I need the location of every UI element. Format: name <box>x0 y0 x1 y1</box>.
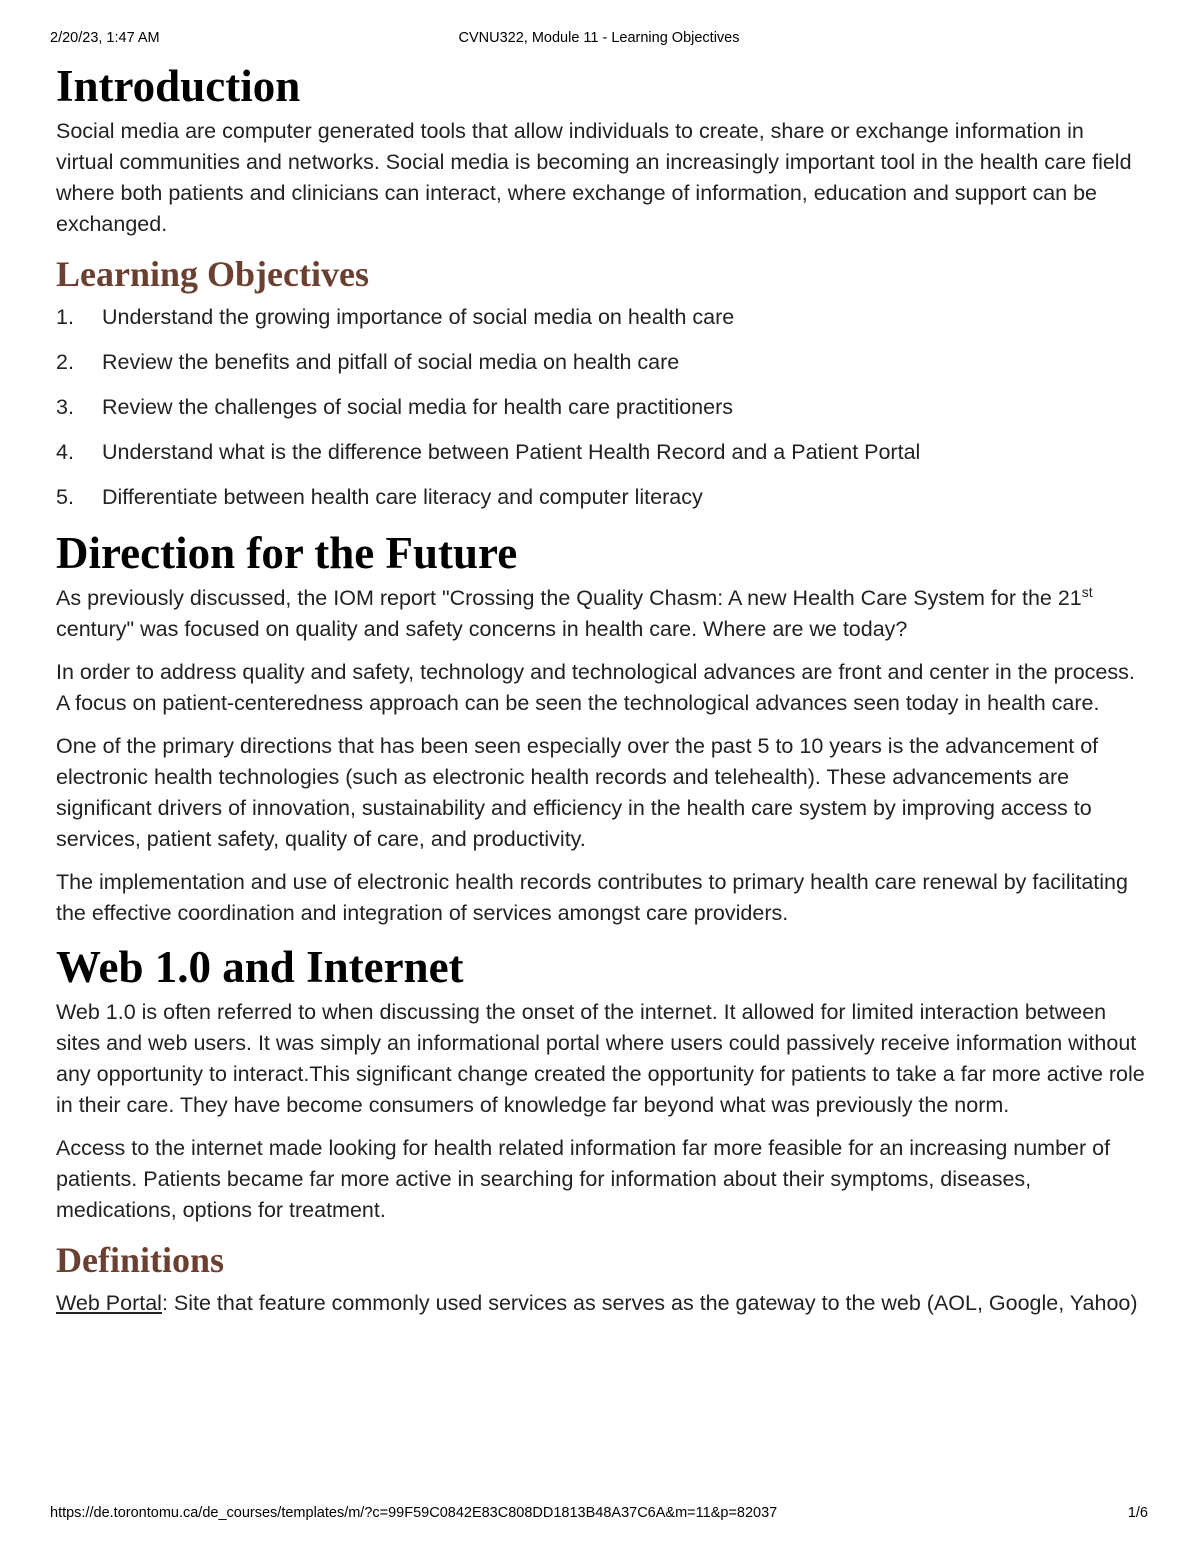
list-item-text: Review the challenges of social media for health care practitioners <box>102 395 733 419</box>
list-item-number: 1. <box>56 305 74 329</box>
learning-objectives-heading: Learning Objectives <box>56 254 369 294</box>
print-header <box>50 30 1148 48</box>
list-item-number: 3. <box>56 395 74 419</box>
list-item-text: Differentiate between health care literacy and computer literacy <box>102 485 703 509</box>
definition-text: : Site that feature commonly used services as serves as the gateway to the web (AOL, Google, Yahoo) <box>161 1291 1138 1315</box>
direction-paragraph-2: In order to address quality and safety, technology and technological advances are front and center in the process. A focus on patient-centeredness approach can be seen the technological advances seen today in health care. <box>56 660 1135 715</box>
print-url: https://de.torontomu.ca/de_courses/templates/m/?c=99F59C0842E83C808DD1813B48A37C6A&m=11&p=82037 <box>50 1505 778 1521</box>
list-item-text: Understand what is the difference between Patient Health Record and a Patient Portal <box>102 440 921 464</box>
introduction-section <box>56 60 1146 240</box>
definitions-heading: Definitions <box>56 1240 225 1280</box>
direction-paragraph-4: The implementation and use of electronic health records contributes to primary health care renewal by facilitating the effective coordination and integration of services amongst care providers. <box>56 870 1128 925</box>
direction-heading: Direction for the Future <box>56 528 518 578</box>
learning-objectives-section <box>56 252 1146 513</box>
list-item <box>56 302 1146 333</box>
web-heading: Web 1.0 and Internet <box>56 942 464 992</box>
print-page-title: CVNU322, Module 11 - Learning Objectives <box>458 30 740 46</box>
definitions-section <box>56 1238 1146 1319</box>
print-footer <box>50 1505 1148 1523</box>
direction-p1-text: As previously discussed, the IOM report "Crossing the Quality Chasm: A new Health Care System for the 21 <box>56 586 1082 610</box>
direction-section <box>56 527 1146 929</box>
list-item-text: Understand the growing importance of social media on health care <box>102 305 735 329</box>
list-item <box>56 437 1146 468</box>
definition-web-portal <box>56 1288 1146 1319</box>
page-content <box>56 60 1146 1331</box>
web-section <box>56 941 1146 1226</box>
definition-term: Web Portal <box>56 1291 162 1315</box>
ordinal-suffix: st <box>1081 584 1093 600</box>
direction-paragraph-3: One of the primary directions that has been seen especially over the past 5 to 10 years is the advancement of electronic health technologies (such as electronic health records and telehealth). These advancements are significant drivers of innovation, sustainability and efficiency in the health care system by improving access to services, patient safety, quality of care, and productivity. <box>56 734 1099 851</box>
list-item <box>56 482 1146 513</box>
list-item-text: Review the benefits and pitfall of social media on health care <box>102 350 680 374</box>
list-item <box>56 347 1146 378</box>
web-paragraph-1: Web 1.0 is often referred to when discussing the onset of the internet. It allowed for limited interaction between sites and web users. It was simply an informational portal where users could passively receive information without any opportunity to interact.This significant change created the opportunity for patients to take a far more active role in their care. They have become consumers of knowledge far beyond what was previously the norm. <box>56 1000 1145 1117</box>
list-item-number: 5. <box>56 485 74 509</box>
direction-paragraph-1 <box>56 583 1146 645</box>
objectives-list <box>56 302 1146 513</box>
list-item <box>56 392 1146 423</box>
web-paragraph-2: Access to the internet made looking for health related information far more feasible for an increasing number of patients. Patients became far more active in searching for information about their symptoms, diseases, medications, options for treatment. <box>56 1136 1111 1222</box>
page-number: 1/6 <box>1127 1505 1148 1521</box>
introduction-body: Social media are computer generated tools that allow individuals to create, share or exchange information in virtual communities and networks. Social media is becoming an increasingly important tool in the health care field where both patients and clinicians can interact, where exchange of information, education and support can be exchanged. <box>56 119 1132 236</box>
direction-p1-text-end: century" was focused on quality and safety concerns in health care. Where are we today? <box>56 617 908 641</box>
list-item-number: 4. <box>56 440 74 464</box>
introduction-heading: Introduction <box>56 61 301 111</box>
list-item-number: 2. <box>56 350 74 374</box>
print-date: 2/20/23, 1:47 AM <box>50 30 160 46</box>
